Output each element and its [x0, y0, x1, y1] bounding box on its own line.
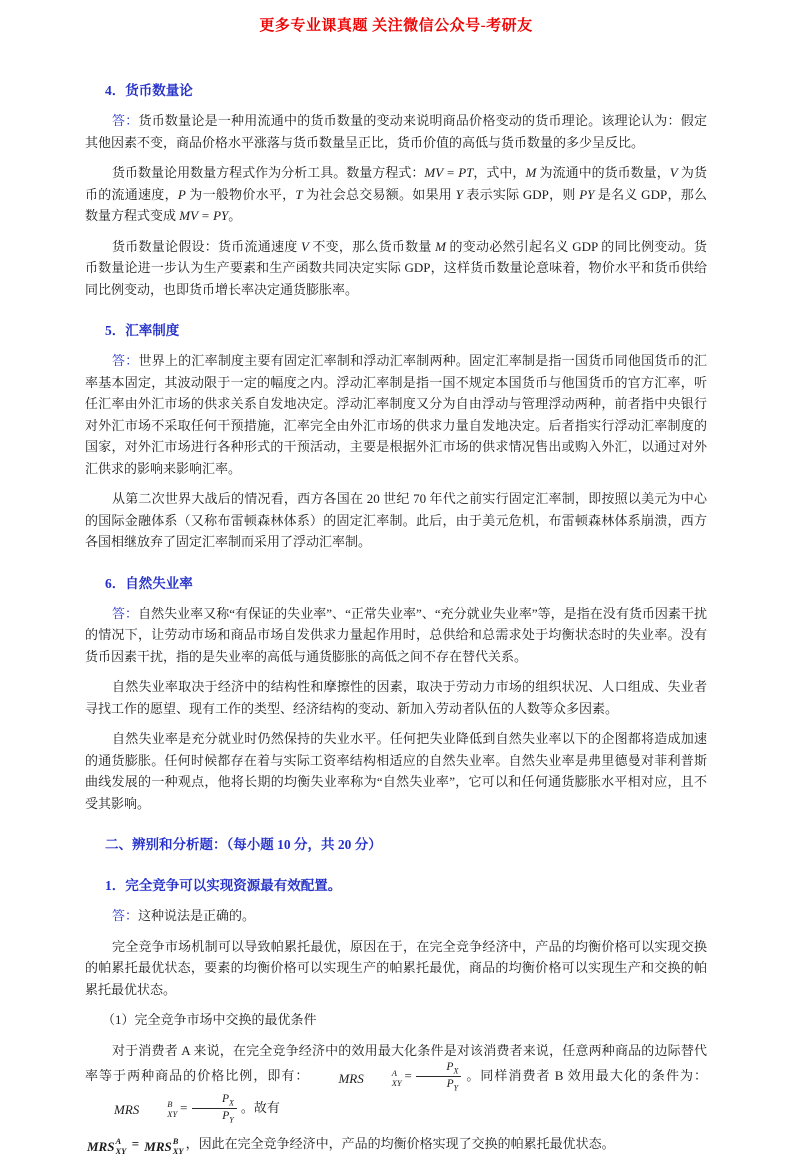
math-base: MRS: [338, 1070, 364, 1086]
text-run: 从第二次世界大战后的情况看，西方各国在 20 世纪 70 年代之前实行固定汇率制，即按照以美元为中心的国际金融体系（又称布雷顿森林体系）的固定汇率制。此后，由于美元危机，布雷顿森林体系崩溃，西方各国相继放弃了固定汇率制而采用了浮动汇率制。: [85, 491, 707, 549]
math-inline: V: [669, 165, 678, 180]
section-heading: 6．自然失业率: [105, 575, 193, 591]
paragraph: [85, 603, 707, 668]
math-inline: =: [128, 1136, 143, 1152]
math-supsub: [87, 1136, 126, 1158]
text-run: ，式中，: [473, 165, 526, 180]
math-scripts: [365, 1069, 402, 1089]
text-run: 。: [228, 208, 242, 223]
paragraph: [85, 905, 707, 927]
text-run: 世界上的汇率制度主要有固定汇率制和浮动汇率制两种。固定汇率制是指一国货币同他国货币的汇率基本固定，其波动限于一定的幅度之内。浮动汇率制是指一国不规定本国货币与他国货币的官方汇率，听任汇率由外汇市场的供求关系自发地决定。浮动汇率制度又分为自由浮动与管理浮动两种，前者指中央银行对外汇市场不采取任何干预措施，汇率完全由外汇市场的供求力量自发地决定。后者指实行浮动汇率制度的国家，对外汇市场进行各种形式的干预活动，主要是根据外汇市场的供求情况售出或购入外汇，以通过对外汇供求的影响来影响汇率。: [85, 353, 707, 476]
answer-label: 答：: [112, 908, 139, 923]
text-run: 对于消费者 A 来说，在完全竞争经济中的效用最大化条件是对该消费者来说，任意两种商品的边际替代率等于两种商品的价格比例，即有：: [85, 1042, 707, 1083]
math-inline: =: [179, 1099, 188, 1115]
math-supsub: [87, 1099, 177, 1121]
math-inline: T: [295, 186, 303, 202]
text-run: ，因此在完全竞争经济中，产品的均衡价格实现了交换的帕累托最优状态。: [185, 1136, 615, 1152]
math-base: MRS: [87, 1139, 115, 1155]
math-var: P: [446, 1061, 454, 1073]
text-run: 。同样消费者 B 效用最大化的条件为：: [465, 1067, 707, 1083]
math-fraction: [192, 1093, 237, 1125]
paragraph: [85, 350, 707, 479]
math-subscript: XY: [172, 1145, 184, 1156]
math-inline: Y: [455, 186, 463, 202]
text-run: 完全竞争市场机制可以导致帕累托最优，原因在于，在完全竞争经济中，产品的均衡价格可以实现交换的帕累托最优状态，要素的均衡价格可以实现生产的帕累托最优，商品的均衡价格可以实现生产和交换的帕累托最优状态。: [85, 938, 707, 997]
paragraph: [85, 1009, 707, 1031]
math-inline: V: [300, 238, 309, 254]
math-var: P: [222, 1109, 230, 1122]
answer-label: 答：: [112, 605, 139, 621]
text-run: 为流通中的货币数量，: [536, 165, 670, 180]
text-run: 货币数量论假设：货币流通速度: [112, 238, 301, 254]
math-inline: P: [177, 186, 186, 202]
math-var: P: [446, 1078, 454, 1091]
math-subscript: X: [229, 1097, 234, 1107]
text-run: 货币数量论是一种用流通中的货币数量的变动来说明商品价格变动的货币理论。该理论认为：假定其他因素不变，商品价格水平涨落与货币数量呈正比，货币价值的高低与货币数量的多少呈反比。: [85, 113, 707, 150]
text-run: 。故有: [240, 1099, 280, 1115]
math-superscript: A: [115, 1136, 122, 1147]
math-subscript: XY: [167, 1109, 178, 1120]
section-heading: 二、辨别和分析题：（每小题 10 分，共 20 分）: [105, 837, 382, 852]
math-inline: =: [403, 1067, 413, 1083]
math-scripts: [173, 1137, 184, 1157]
answer-label: 答：: [112, 113, 139, 128]
paragraph: [85, 936, 707, 1001]
math-inline: M: [525, 165, 537, 180]
text-run: 不变，那么货币数量: [308, 238, 436, 254]
text-run: 自然失业率是充分就业时仍然保持的失业水平。任何把失业降低到自然失业率以下的企图都将造成加速的通货膨胀。任何时候都存在着与实际工资率结构相适应的自然失业率。自然失业率是弗里德曼对菲利普斯曲线发展的一种观点，他将长期的均衡失业率称为“自然失业率”，它可以和任何通货膨胀水平相对应，且不受其影响。: [85, 731, 707, 811]
math-subscript: XY: [391, 1077, 402, 1088]
math-var: P: [221, 1092, 230, 1105]
text-run: 货币数量论用数量方程式作为分析工具。数量方程式：: [112, 165, 425, 180]
math-inline: MV = PT: [424, 165, 474, 180]
paragraph: [85, 110, 707, 153]
math-fraction: [416, 1061, 461, 1093]
paragraph: [85, 676, 707, 719]
section-heading: 4．货币数量论: [105, 83, 193, 98]
math-subscript: XY: [115, 1145, 127, 1156]
document-body: [85, 81, 707, 1158]
math-supsub: [144, 1136, 183, 1158]
paragraph: [85, 162, 707, 227]
math-base: MRS: [114, 1102, 140, 1118]
fraction-denominator: [420, 1077, 458, 1092]
math-superscript: B: [167, 1099, 173, 1110]
paragraph: [85, 1133, 707, 1158]
math-scripts: [140, 1100, 177, 1120]
math-subscript: Y: [453, 1083, 459, 1093]
text-run: 这种说法是正确的。: [138, 908, 256, 923]
answer-label: 答：: [112, 353, 139, 368]
text-run: 表示实际 GDP，则: [462, 186, 580, 202]
text-run: 的变动必然引起名义 GDP 的同比例变动。货币数量论进一步认为生产要素和生产函数共同决定实际 GDP，这样货币数量论意味着，物价水平和货币供给同比例变动，也即货币增长率决定通货膨胀率。: [85, 238, 707, 297]
math-scripts: [115, 1137, 126, 1157]
paragraph: [85, 728, 707, 814]
section-heading: 5．汇率制度: [105, 323, 180, 338]
text-run: 为货币的流通速度，: [85, 165, 707, 202]
math-inline: MV = PY: [179, 208, 229, 223]
text-run: 为社会总交易额。如果用: [302, 186, 456, 202]
text-run: 是名义 GDP，那么数量方程式变成: [85, 186, 707, 223]
fraction-numerator: [192, 1093, 237, 1109]
paragraph: [85, 488, 707, 553]
math-subscript: X: [453, 1066, 459, 1076]
fraction-denominator: [195, 1109, 233, 1124]
math-subscript: Y: [229, 1115, 234, 1125]
text-run: （1）完全竞争市场中交换的最优条件: [102, 1012, 317, 1027]
math-supsub: [311, 1068, 401, 1090]
math-superscript: B: [172, 1136, 179, 1147]
math-inline: M: [435, 238, 446, 254]
text-run: 为一般物价水平，: [185, 186, 296, 202]
math-superscript: A: [391, 1067, 397, 1078]
text-run: 自然失业率又称“有保证的失业率”、“正常失业率”、“充分就业失业率”等，是指在没有货币因素干扰的情况下，让劳动市场和商品市场自发供求力量起作用时，总供给和总需求处于均衡状态时的失业率。没有货币因素干扰，指的是失业率的高低与通货膨胀的高低之间不存在替代关系。: [85, 605, 707, 664]
fraction-numerator: [416, 1061, 461, 1077]
paragraph: [85, 1040, 707, 1125]
promo-header-text: 更多专业课真题 关注微信公众号-考研友: [259, 18, 533, 34]
paragraph: [85, 236, 707, 301]
section-heading: 1．完全竞争可以实现资源最有效配置。: [105, 878, 342, 893]
math-base: MRS: [144, 1139, 172, 1155]
text-run: 自然失业率取决于经济中的结构性和摩擦性的因素，取决于劳动力市场的组织状况、人口组成、失业者寻找工作的愿望、现有工作的类型、经济结构的变动、新加入劳动者队伍的人数等众多因素。: [85, 679, 707, 716]
math-inline: PY: [579, 186, 595, 202]
